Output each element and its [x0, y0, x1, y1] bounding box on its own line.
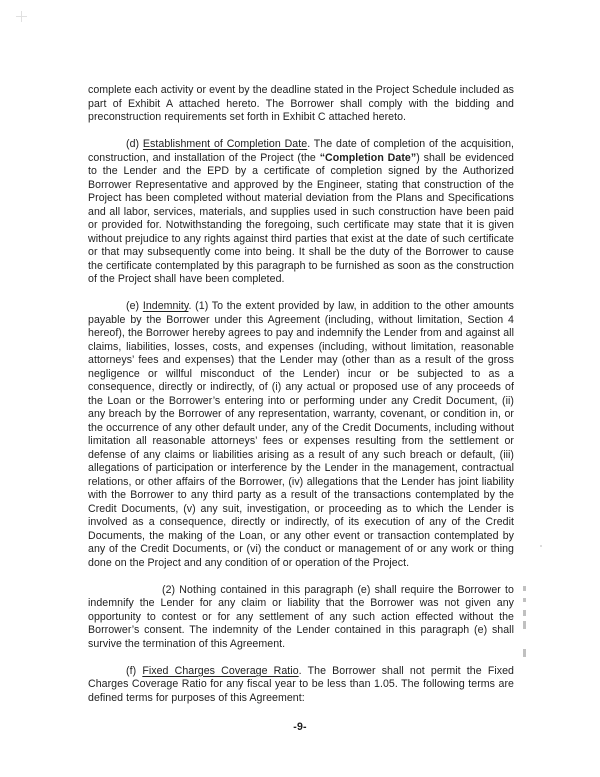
paragraph-e-label: (e): [126, 300, 140, 312]
scan-artifact: [523, 649, 526, 657]
scan-artifact: [523, 610, 526, 616]
paragraph-continued-bidding: complete each activity or event by the deadline stated in the Project Schedule included as part of Exhibit A attached hereto. The Borrower shall comply with the bidding and preconstruction requirements set forth in Exhibit C attached hereto.: [88, 84, 514, 123]
registration-mark-icon: [16, 11, 27, 22]
paragraph-d-establishment-of-completion-date: [88, 138, 514, 287]
paragraph-e-indemnity-1: [88, 300, 514, 570]
paragraph-d-text-before-term: . The date of completion of the acquisition, construction, and installation of the Project (the: [88, 138, 515, 164]
paragraph-e-indemnity-2: [88, 584, 514, 652]
paragraph-e2-label: (2): [162, 583, 176, 596]
page-number: -9-: [293, 721, 307, 733]
scan-artifact: [523, 598, 526, 602]
paragraph-d-heading: Establishment of Completion Date: [142, 138, 308, 150]
paragraph-f-label: (f): [126, 664, 137, 677]
defined-term-completion-date: “Completion Date”: [319, 151, 417, 164]
paragraph-d-label: (d): [126, 138, 140, 150]
scan-artifact: [523, 586, 526, 591]
paragraph-e-heading: Indemnity: [142, 300, 189, 312]
paragraph-f-fixed-charges-coverage-ratio: [88, 665, 514, 706]
paragraph-e2-body: Nothing contained in this paragraph (e) shall require the Borrower to indemnify the Lender for any claim or liability that the Borrower was not given any opportunity to contest or for any settlement of any such action effected without the Borrower’s consent. The indemnity of the Lender contained in this paragraph (e) shall survive the termination of this Agreement.: [88, 583, 514, 650]
paragraph-f-body: . The Borrower shall not permit the Fixed Charges Coverage Ratio for any fiscal year to be less than 1.05. The following terms are defined terms for purposes of this Agreement:: [88, 664, 514, 704]
paragraph-e-body: . (1) To the extent provided by law, in addition to the other amounts payable by the Borrower under this Agreement (including, without limitation, Section 4 hereof), the Borrower hereby agrees to pay and indemnify the Lender from and against all claims, liabilities, losses, costs, and expenses (including, without limitation, reasonable attorneys’ fees and expenses) that the Lender may (other than as a result of the gross negligence or willful misconduct of the Lender) incur or be subjected to as a consequence, directly or indirectly, of (i) any actual or proposed use of any proceeds of the Loan or the Borrower’s entering into or performing under any Credit Document, (ii) any breach by the Borrower of any representation, warranty, covenant, or condition in, or the occurrence of any other default under, any of the Credit Documents, including without limitation all reasonable attorneys’ fees or expenses resulting from the settlement or defense of any claims or liabilities arising as a result of any such breach or default, (iii) allegations of participation or interference by the Lender in the management, contractual relations, or other affairs of the Borrower, (iv) allegations that the Lender has joint liability with the Borrower to any third party as a result of the transactions contemplated by the Credit Documents, (v) any suit, investigation, or proceeding as to which the Lender is involved as a consequence, directly or indirectly, of its execution of any of the Credit Documents, the making of the Loan, or any other event or transaction contemplated by any of the Credit Documents, or (vi) the conduct or management of or any work or thing done on the Project and any condition of or operation of the Project.: [88, 300, 514, 569]
scan-artifact: [523, 621, 526, 629]
document-body: [88, 84, 514, 705]
paragraph-d-text-after-term: ) shall be evidenced to the Lender and the EPD by a certificate of completion signed by the Authorized Borrower Representative and approved by the Engineer, stating that construction of the Project has been completed without material deviation from the Plans and Specifications and all labor, services, materials, and supplies used in such construction have been paid or provided for. Notwithstanding the foregoing, such certificate may state that it is given without prejudice to any rights against third parties that exist at the date of such certificate or that may subsequently come into being. It shall be the duty of the Borrower to cause the certificate contemplated by this paragraph to be furnished as soon as the construction of the Project shall have been completed.: [88, 151, 514, 285]
scan-artifact: [540, 545, 542, 547]
paragraph-f-heading: Fixed Charges Coverage Ratio: [142, 664, 299, 677]
